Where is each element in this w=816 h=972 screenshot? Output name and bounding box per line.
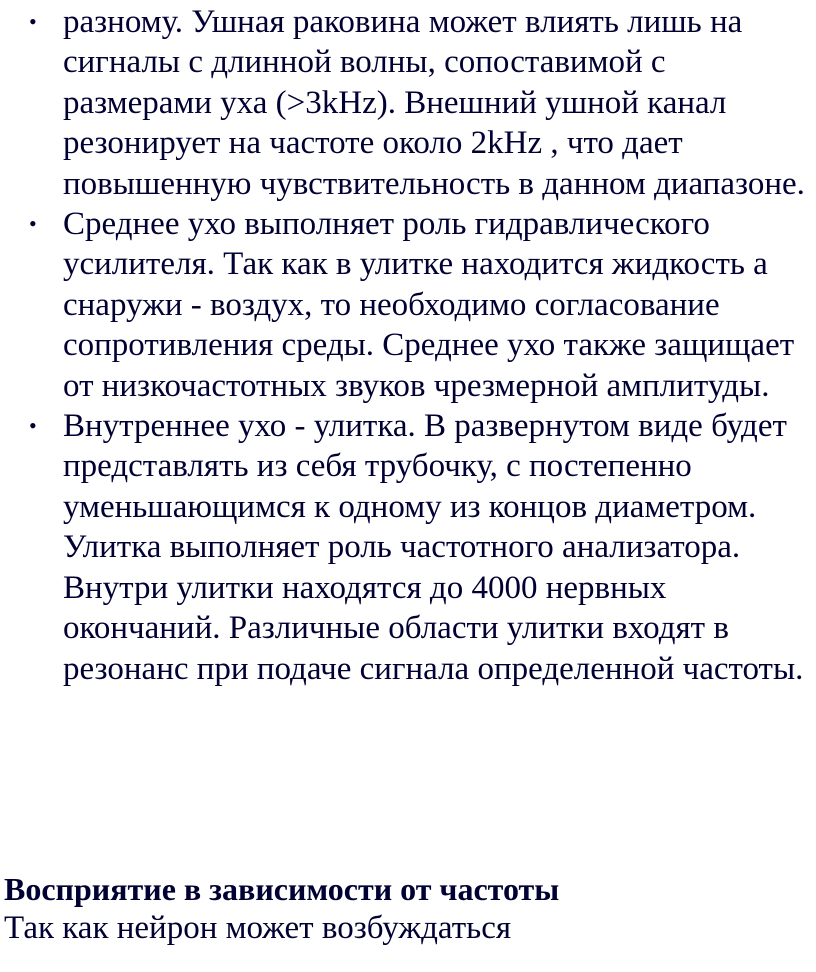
bullet-dot-icon: • <box>29 9 37 34</box>
list-item-text: Среднее ухо выполняет роль гидравлического усилителя. Так как в улитке находится жидкость а снаружи - воздух, то необходимо согласование сопротивления среды. Среднее ухо также защищает от низкочастотных звуков чрезмерной амплитуды. <box>63 206 795 404</box>
list-item <box>0 204 816 406</box>
list-item-text: Внутреннее ухо - улитка. В развернутом виде будет представлять из себя трубочку, с постепенно уменьшающимся к одному из концов диаметром. Улитка выполняет роль частотного анализатора. Внутри улитки находятся до 4000 нервных окончаний. Различные области улитки входят в резонанс при подаче сигнала определенной частоты. <box>63 408 804 687</box>
bullet-list <box>0 2 816 689</box>
list-item <box>0 406 816 689</box>
list-item <box>0 2 816 204</box>
list-item-text: разному. Ушная раковина может влиять лишь на сигналы с длинной волны, сопоставимой с размерами уха (>3kHz). Внешний ушной канал резонирует на частоте около 2kHz , что дает повышенную чувствительность в данном диапазоне. <box>63 4 805 202</box>
section-paragraph: Так как нейрон может возбуждаться <box>4 910 512 946</box>
bullet-dot-icon: • <box>29 413 37 439</box>
section-heading: Восприятие в зависимости от частоты <box>4 871 560 907</box>
bullet-dot-icon: • <box>29 211 37 237</box>
